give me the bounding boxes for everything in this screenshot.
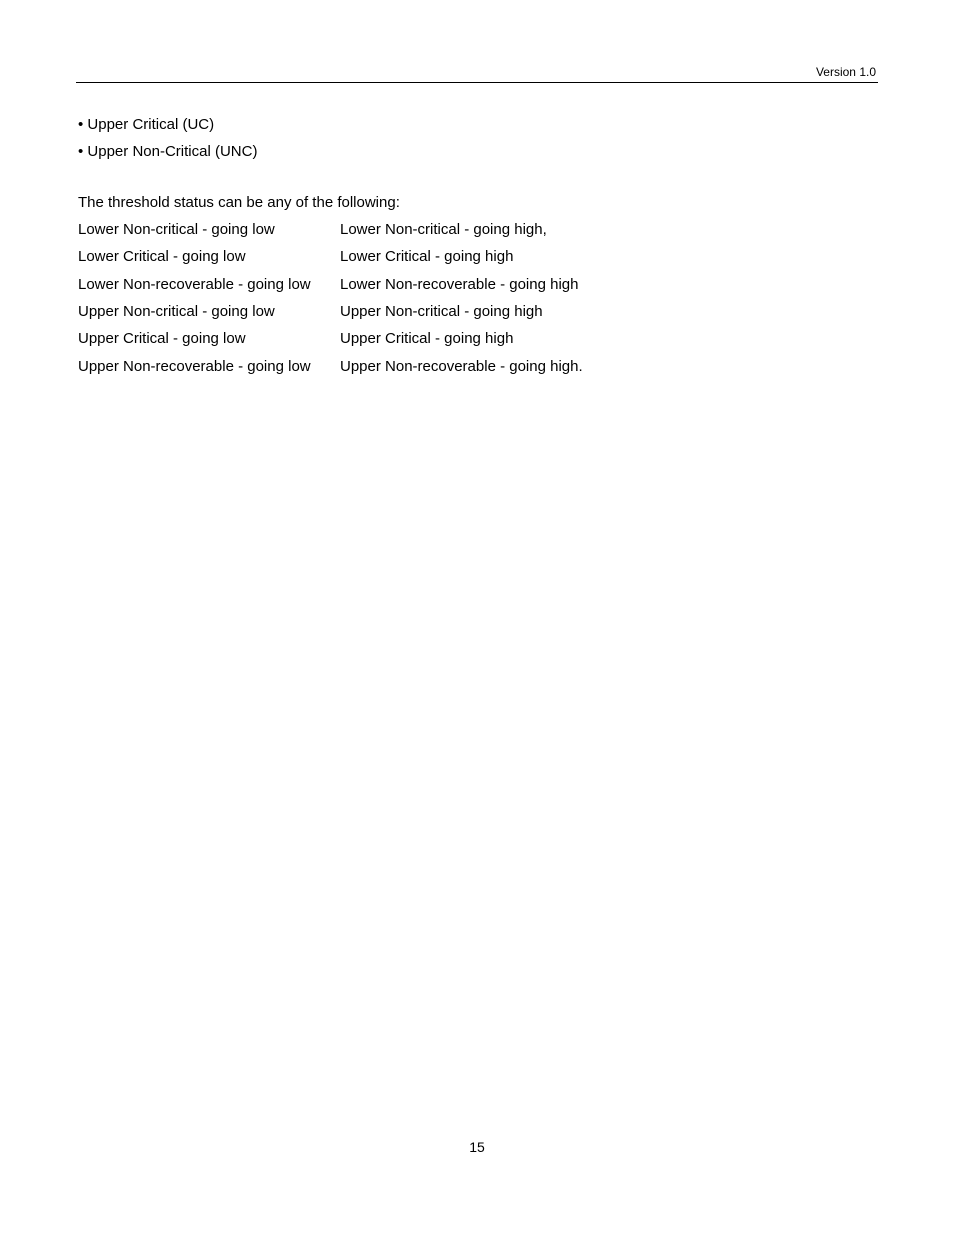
table-row: [78, 271, 583, 298]
status-going-high: Lower Non-recoverable - going high: [340, 275, 579, 293]
list-item: • Upper Non-Critical (UNC): [78, 143, 258, 160]
table-row: [78, 298, 583, 325]
table-row: [78, 352, 583, 379]
status-going-low: Upper Non-recoverable - going low: [78, 357, 311, 375]
list-item: • Upper Critical (UC): [78, 116, 215, 133]
status-going-low: Upper Non-critical - going low: [78, 303, 275, 321]
status-going-high: Upper Non-recoverable - going high.: [340, 357, 583, 375]
status-going-high: Lower Critical - going high: [340, 248, 514, 266]
threshold-status-table: [78, 216, 583, 380]
status-going-low: Lower Non-recoverable - going low: [78, 275, 311, 293]
table-row: [78, 243, 583, 270]
document-version: Version 1.0: [815, 65, 876, 79]
threshold-status-intro: The threshold status can be any of the following:: [78, 194, 400, 211]
table-row: [78, 325, 583, 352]
status-going-high: Lower Non-critical - going high,: [340, 221, 547, 239]
page-number: 15: [469, 1139, 485, 1155]
status-going-low: Upper Critical - going low: [78, 330, 246, 348]
header-divider: [76, 82, 878, 83]
status-going-low: Lower Critical - going low: [78, 248, 246, 266]
status-going-high: Upper Critical - going high: [340, 330, 514, 348]
status-going-low: Lower Non-critical - going low: [78, 221, 275, 239]
table-row: [78, 216, 583, 243]
threshold-bullet-list: [78, 111, 257, 165]
status-going-high: Upper Non-critical - going high: [340, 303, 543, 321]
